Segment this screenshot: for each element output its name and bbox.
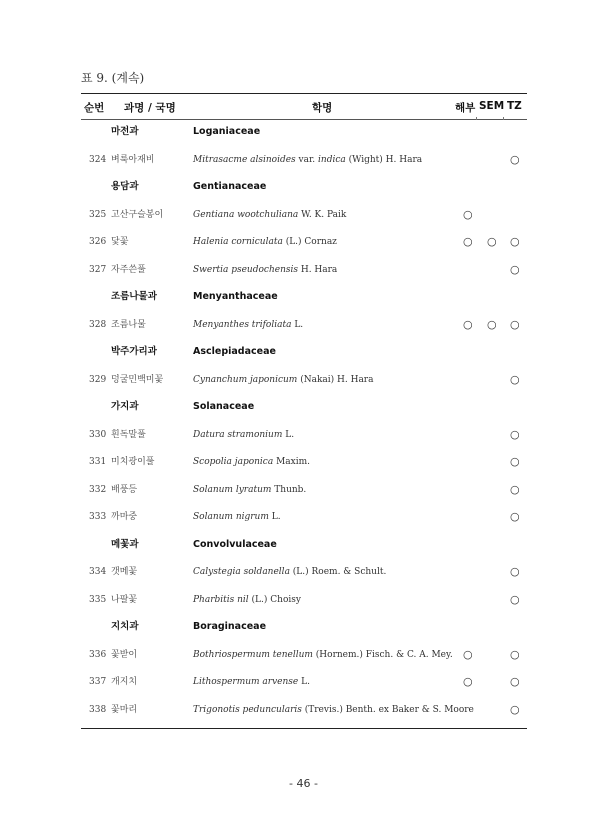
- family-row: [0, 288, 607, 306]
- sci-author: (Nakai) H. Hara: [297, 374, 374, 385]
- anatomy-mark: ○: [463, 647, 473, 661]
- family-korean-name: 박주가리과: [111, 346, 157, 357]
- species-number: 333: [89, 512, 107, 522]
- sci-author: (L.) Roem. & Schult.: [289, 567, 387, 577]
- family-latin-name: Boraginaceae: [193, 621, 267, 632]
- sci-italic: Solanum lyratum: [193, 484, 272, 495]
- species-scientific-name: [193, 151, 422, 169]
- species-scientific-name: [193, 316, 303, 334]
- sci-italic: Menyanthes trifoliata: [193, 319, 292, 330]
- species-number: 335: [89, 594, 107, 605]
- species-korean-name: 까마중: [111, 512, 138, 522]
- header-sem: SEM: [479, 100, 505, 112]
- family-row: [0, 178, 607, 196]
- sem-mark: ○: [487, 235, 497, 248]
- family-korean-name: 용담과: [111, 181, 139, 192]
- table-top-rule: [81, 93, 527, 94]
- family-row: [0, 123, 607, 141]
- species-korean-name: 나팔꽃: [111, 594, 138, 605]
- species-row: [0, 261, 607, 279]
- sci-italic: Halenia corniculata: [193, 237, 283, 247]
- family-latin-name: Gentianaceae: [193, 181, 267, 192]
- header-number: 순번: [84, 102, 105, 114]
- species-scientific-name: [193, 426, 294, 444]
- species-row: [0, 151, 607, 169]
- sci-italic: Gentiana wootchuliana: [193, 209, 299, 220]
- species-number: 332: [89, 484, 107, 495]
- family-korean-name: 지치과: [111, 621, 139, 632]
- tz-mark: ○: [510, 317, 520, 331]
- species-scientific-name: [193, 673, 310, 691]
- sci-italic: Trigonotis peduncularis: [193, 704, 302, 715]
- sci-author-2: (Wight) H. Hara: [345, 154, 423, 165]
- species-korean-name: 배풍등: [111, 484, 138, 495]
- sci-author: H. Hara: [297, 264, 338, 275]
- tz-mark: ○: [510, 262, 520, 276]
- species-scientific-name: [193, 701, 474, 719]
- tz-mark: ○: [510, 427, 520, 441]
- family-latin-name: Asclepiadaceae: [193, 346, 276, 357]
- species-number: 325: [89, 209, 107, 220]
- species-number: 324: [89, 154, 107, 165]
- table-header-rule: [81, 119, 527, 120]
- family-row: [0, 536, 607, 554]
- tz-mark: ○: [510, 592, 520, 606]
- species-korean-name: 고산구슬봉이: [111, 209, 164, 220]
- species-row: [0, 646, 607, 664]
- sci-author: L.: [282, 429, 295, 440]
- family-korean-name: 가지과: [111, 401, 139, 412]
- sci-author: Maxim.: [273, 457, 311, 467]
- page-number: - 46 -: [289, 777, 318, 790]
- species-row: [0, 371, 607, 389]
- species-row: [0, 426, 607, 444]
- sci-author: (Trevis.) Benth. ex Baker & S. Moore: [301, 704, 474, 715]
- species-number: 330: [89, 429, 107, 440]
- species-korean-name: 벼룩아재비: [111, 154, 155, 165]
- species-row: [0, 563, 607, 581]
- sci-italic: Calystegia soldanella: [193, 567, 290, 577]
- sci-author: (L.) Choisy: [248, 594, 301, 605]
- tz-mark: ○: [510, 372, 520, 386]
- species-korean-name: 꽃받이: [111, 649, 138, 660]
- species-scientific-name: [193, 563, 386, 581]
- family-row: [0, 398, 607, 416]
- tz-mark: ○: [510, 235, 520, 248]
- species-scientific-name: [193, 371, 373, 389]
- species-scientific-name: [193, 591, 301, 609]
- tz-mark: ○: [510, 675, 520, 688]
- anatomy-mark: ○: [463, 207, 473, 221]
- header-scientific-name: 학명: [312, 102, 333, 114]
- family-latin-name: Solanaceae: [193, 401, 255, 412]
- species-korean-name: 꽃마리: [111, 704, 138, 715]
- sci-italic: Lithospermum arvense: [193, 677, 299, 687]
- species-korean-name: 갯메꽃: [111, 567, 138, 577]
- species-row: [0, 316, 607, 334]
- species-scientific-name: [193, 261, 337, 279]
- species-korean-name: 흰독말풀: [111, 429, 146, 440]
- species-number: 331: [89, 457, 107, 467]
- species-scientific-name: [193, 453, 310, 471]
- column-tick: [503, 117, 504, 120]
- family-latin-name: Loganiaceae: [193, 126, 261, 137]
- family-row: [0, 343, 607, 361]
- species-scientific-name: [193, 508, 281, 526]
- sci-italic: Scopolia japonica: [193, 457, 274, 467]
- header-tz: TZ: [507, 100, 522, 112]
- sci-italic-2: indica: [318, 154, 346, 165]
- tz-mark: ○: [510, 510, 520, 523]
- species-number: 326: [89, 237, 107, 247]
- species-korean-name: 조름나물: [111, 319, 146, 330]
- species-scientific-name: [193, 233, 337, 251]
- column-tick: [476, 117, 477, 120]
- family-korean-name: 메꽃과: [111, 538, 139, 550]
- sci-author: W. K. Paik: [298, 209, 347, 220]
- tz-mark: ○: [510, 482, 520, 496]
- tz-mark: ○: [510, 647, 520, 661]
- anatomy-mark: ○: [463, 235, 473, 248]
- sci-italic: Bothriospermum tenellum: [193, 649, 313, 660]
- species-scientific-name: [193, 206, 346, 224]
- species-number: 337: [89, 677, 107, 687]
- species-korean-name: 미치광이풀: [111, 457, 155, 467]
- sci-author: Thunb.: [271, 484, 307, 495]
- sci-italic: Mitrasacme alsinoides: [193, 154, 296, 165]
- species-row: [0, 508, 607, 526]
- anatomy-mark: ○: [463, 675, 473, 688]
- header-anatomy: 해부: [455, 102, 476, 114]
- family-latin-name: Convolvulaceae: [193, 538, 277, 550]
- species-row: [0, 701, 607, 719]
- tz-mark: ○: [510, 152, 520, 166]
- sci-author: L.: [291, 319, 304, 330]
- sem-mark: ○: [487, 317, 497, 331]
- species-scientific-name: [193, 646, 453, 664]
- species-row: [0, 206, 607, 224]
- species-korean-name: 개지치: [111, 677, 138, 687]
- sci-author: L.: [268, 512, 281, 522]
- species-number: 328: [89, 319, 107, 330]
- species-korean-name: 자주쓴풀: [111, 264, 146, 275]
- sci-italic: Cynanchum japonicum: [193, 374, 298, 385]
- sci-author: var.: [295, 154, 319, 165]
- sci-author: (Hornem.) Fisch. & C. A. Mey.: [312, 649, 453, 660]
- tz-mark: ○: [510, 702, 520, 716]
- sci-italic: Swertia pseudochensis: [193, 264, 298, 275]
- table-caption: 표 9. (계속): [81, 71, 145, 85]
- tz-mark: ○: [510, 565, 520, 578]
- species-number: 329: [89, 374, 107, 385]
- species-row: [0, 481, 607, 499]
- species-row: [0, 673, 607, 691]
- family-row: [0, 618, 607, 636]
- sci-author: (L.) Cornaz: [282, 237, 337, 247]
- species-korean-name: 덩굴민백미꽃: [111, 374, 164, 385]
- sci-italic: Datura stramonium: [193, 429, 283, 440]
- table-bottom-rule: [81, 728, 527, 729]
- sci-author: L.: [298, 677, 310, 687]
- header-family: 과명 / 국명: [124, 102, 176, 114]
- family-korean-name: 마전과: [111, 126, 139, 137]
- family-latin-name: Menyanthaceae: [193, 291, 278, 302]
- sci-italic: Pharbitis nil: [193, 594, 249, 605]
- family-korean-name: 조름나물과: [111, 291, 157, 302]
- species-row: [0, 233, 607, 251]
- sci-italic: Solanum nigrum: [193, 512, 269, 522]
- species-korean-name: 닻꽃: [111, 237, 129, 247]
- species-number: 338: [89, 704, 107, 715]
- species-row: [0, 591, 607, 609]
- species-number: 334: [89, 567, 107, 577]
- species-number: 336: [89, 649, 107, 660]
- species-row: [0, 453, 607, 471]
- species-scientific-name: [193, 481, 306, 499]
- anatomy-mark: ○: [463, 317, 473, 331]
- species-number: 327: [89, 264, 107, 275]
- tz-mark: ○: [510, 455, 520, 468]
